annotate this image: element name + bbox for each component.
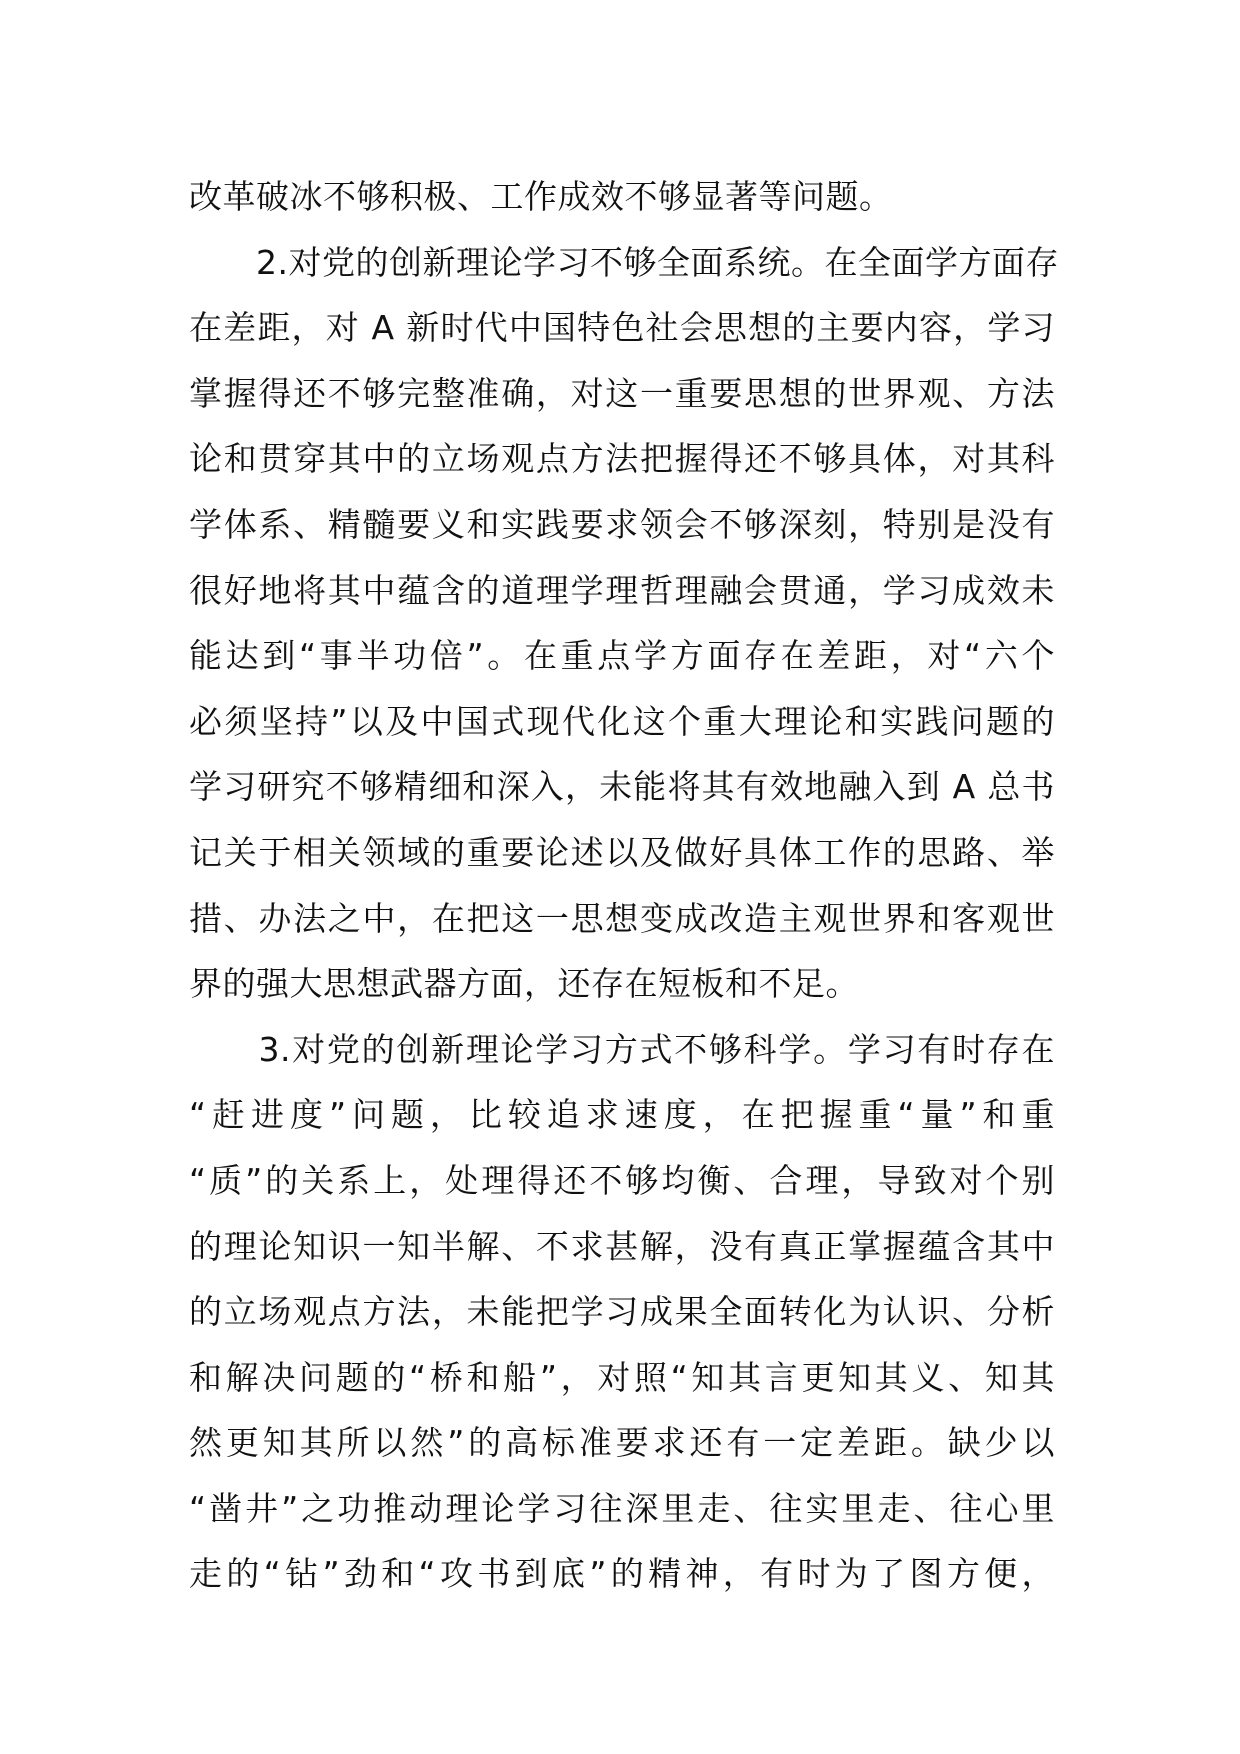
text-line: 改革破冰不够积极、工作成效不够显著等问题。 (189, 177, 893, 216)
body-text (189, 164, 1059, 1607)
text-line: 学体系、精髓要义和实践要求领会不够深刻，特别是没有 (189, 504, 1055, 544)
text-line: 论和贯穿其中的立场观点方法把握得还不够具体，对其科 (189, 439, 1055, 479)
text-line: 然更知其所以然”的高标准要求还有一定差距。缺少以 (189, 1423, 1055, 1463)
text-line: 的立场观点方法，未能把学习成果全面转化为认识、分析 (189, 1292, 1055, 1332)
text-line: “赶进度”问题，比较追求速度，在把握重“量”和重 (189, 1095, 1055, 1135)
text-line: 在差距，对 A 新时代中国特色社会思想的主要内容，学习 (189, 308, 1055, 348)
text-line: 记关于相关领域的重要论述以及做好具体工作的思路、举 (189, 832, 1055, 872)
text-line: 3.对党的创新理论学习方式不够科学。学习有时存在 (189, 1029, 1055, 1069)
text-line: “质”的关系上，处理得还不够均衡、合理，导致对个别 (189, 1160, 1055, 1200)
text-line: 掌握得还不够完整准确，对这一重要思想的世界观、方法 (189, 373, 1055, 413)
text-line: 和解决问题的“桥和船”，对照“知其言更知其义、知其 (189, 1357, 1055, 1397)
text-line: 走的“钻”劲和“攻书到底”的精神，有时为了图方便， (189, 1554, 1055, 1594)
text-line: 能达到“事半功倍”。在重点学方面存在差距，对“六个 (189, 636, 1055, 676)
text-line: 学习研究不够精细和深入，未能将其有效地融入到 A 总书 (189, 767, 1055, 807)
text-line: 必须坚持”以及中国式现代化这个重大理论和实践问题的 (189, 701, 1055, 741)
text-line: 很好地将其中蕴含的道理学理哲理融会贯通，学习成效未 (189, 570, 1055, 610)
text-line: “凿井”之功推动理论学习往深里走、往实里走、往心里 (189, 1488, 1055, 1528)
text-line: 界的强大思想武器方面，还存在短板和不足。 (189, 964, 859, 1004)
text-line: 措、办法之中，在把这一思想变成改造主观世界和客观世 (189, 898, 1055, 938)
text-line: 2.对党的创新理论学习不够全面系统。在全面学方面存 (189, 242, 1059, 282)
text-line: 的理论知识一知半解、不求甚解，没有真正掌握蕴含其中 (189, 1226, 1055, 1266)
